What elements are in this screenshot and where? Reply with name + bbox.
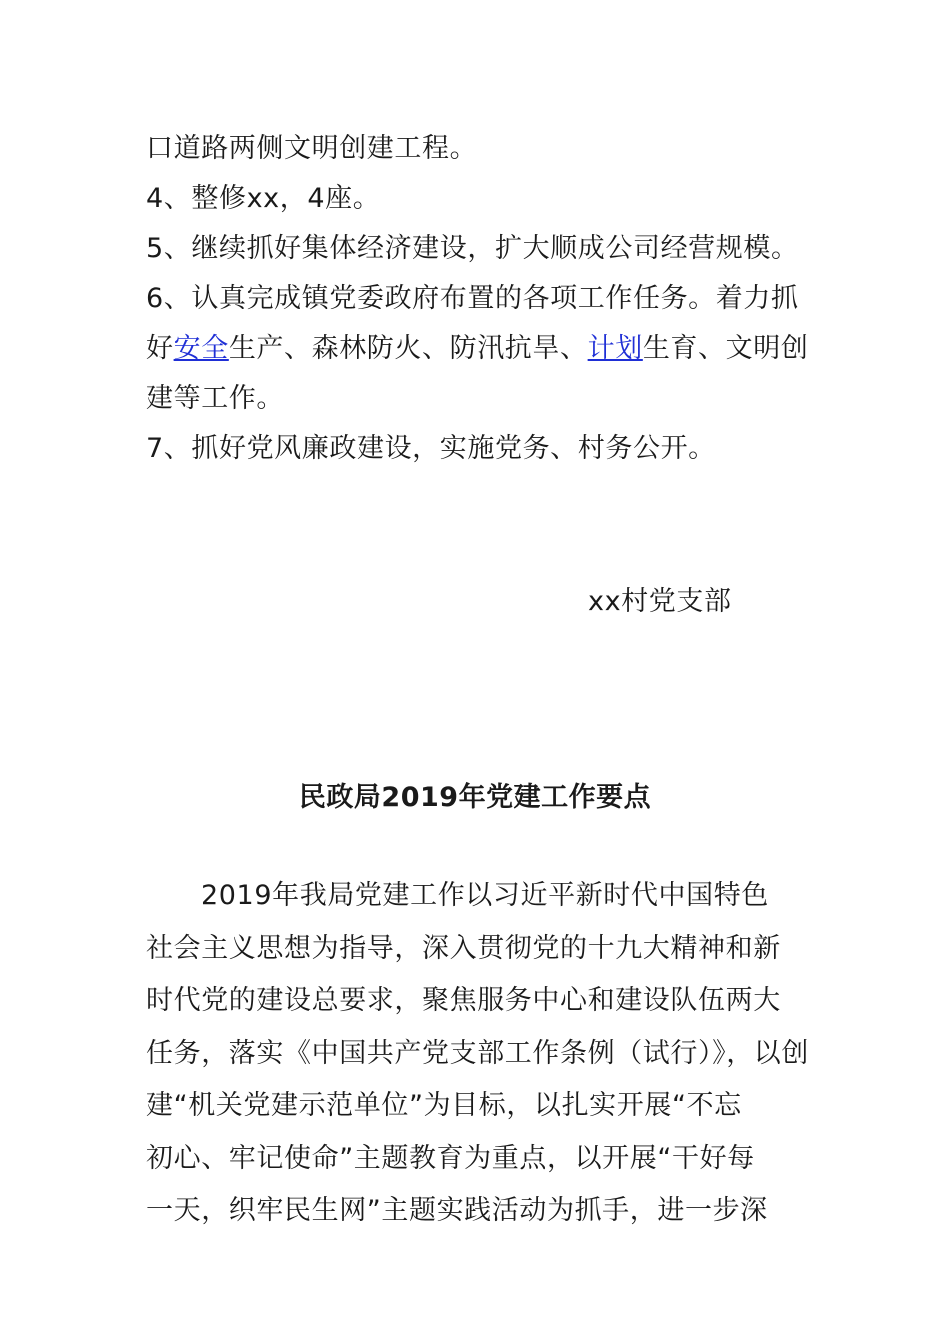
safety-link[interactable]: 安全 xyxy=(173,333,229,364)
text-line: 口道路两侧文明创建工程。 xyxy=(146,133,478,164)
text-segment: 生产、森林防火、防汛抗旱、 xyxy=(228,333,588,364)
text-segment: 好 xyxy=(146,333,174,364)
text-line-with-links xyxy=(146,324,810,374)
signature: xx村党支部 xyxy=(588,586,732,617)
text-line: 6、认真完成镇党委政府布置的各项工作任务。着力抓 xyxy=(146,283,799,314)
body-paragraph xyxy=(146,870,810,1238)
text-line: 建等工作。 xyxy=(146,383,284,414)
text-line: 5、继续抓好集体经济建设，扩大顺成公司经营规模。 xyxy=(146,233,799,264)
planning-link[interactable]: 计划 xyxy=(587,333,643,364)
text-line: 4、整修xx，4座。 xyxy=(146,183,381,214)
paragraph-line: 社会主义思想为指导，深入贯彻党的十九大精神和新 xyxy=(146,932,781,964)
text-segment: 生育、文明创 xyxy=(642,333,809,364)
paragraph-line: 2019年我局党建工作以习近平新时代中国特色 xyxy=(201,880,769,911)
paragraph-line: 建“机关党建示范单位”为目标，以扎实开展“不忘 xyxy=(146,1090,742,1121)
paragraph-line: 初心、牢记使命”主题教育为重点，以开展“干好每 xyxy=(146,1142,755,1174)
text-line: 7、抓好党风廉政建设，实施党务、村务公开。 xyxy=(146,433,716,464)
paragraph-line: 任务，落实《中国共产党支部工作条例（试行）》，以创 xyxy=(146,1037,809,1069)
section-title: 民政局2019年党建工作要点 xyxy=(298,782,652,813)
paragraph-line: 时代党的建设总要求，聚焦服务中心和建设队伍两大 xyxy=(146,985,781,1016)
paragraph-line: 一天，织牢民生网”主题实践活动为抓手，进一步深 xyxy=(146,1195,768,1226)
